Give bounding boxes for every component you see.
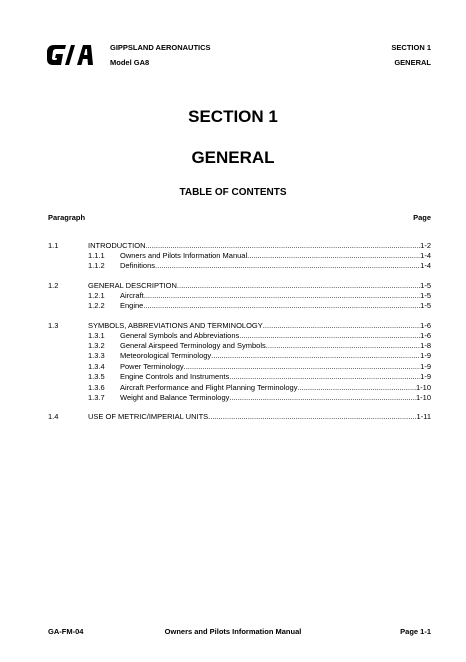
toc-entry-page: 1-10 — [415, 392, 431, 402]
toc-section — [48, 411, 431, 422]
page-column-header: Page — [413, 213, 431, 222]
toc-entry-number: 1.3.5 — [88, 372, 105, 382]
toc-entry-page: 1-4 — [420, 261, 431, 271]
toc-entry-number: 1.4 — [48, 412, 59, 422]
section-title: SECTION 1 — [188, 107, 278, 126]
toc-entry-title: Definitions — [120, 261, 156, 271]
toc-entry[interactable] — [48, 280, 431, 291]
section-number: SECTION 1 — [391, 43, 431, 52]
toc-entry-page: 1-2 — [420, 241, 431, 250]
toc-leader-dots — [297, 383, 416, 393]
toc-entry-page: 1-6 — [420, 320, 431, 330]
toc-entry-title: General Airspeed Terminology and Symbols — [120, 340, 266, 350]
toc-entry-number: 1.1.2 — [88, 261, 105, 271]
toc-leader-dots — [247, 251, 420, 261]
toc-leader-dots — [143, 301, 420, 311]
toc-section — [48, 240, 431, 272]
toc-entry-page: 1-8 — [420, 340, 431, 350]
toc-leader-dots — [146, 240, 421, 251]
table-of-contents — [48, 240, 431, 430]
toc-entry-title: Meteorological Terminology — [120, 351, 212, 361]
toc-entry[interactable] — [48, 341, 431, 351]
toc-entry-title: Aircraft — [120, 290, 144, 300]
toc-entry[interactable] — [48, 362, 431, 372]
toc-leader-dots — [177, 280, 420, 291]
toc-entry[interactable] — [48, 291, 431, 301]
toc-entry[interactable] — [48, 372, 431, 382]
paragraph-column-header: Paragraph — [48, 213, 86, 222]
footer-manual-title: Owners and Pilots Information Manual — [164, 627, 302, 636]
toc-entry-number: 1.3.6 — [88, 382, 105, 392]
toc-entry-number: 1.1 — [48, 241, 59, 250]
toc-leader-dots — [239, 331, 420, 341]
toc-entry[interactable] — [48, 320, 431, 331]
ga-logo — [47, 43, 99, 67]
toc-leader-dots — [229, 393, 416, 403]
toc-leader-dots — [229, 372, 420, 382]
toc-entry-number: 1.2 — [48, 280, 59, 290]
toc-entry[interactable] — [48, 393, 431, 403]
toc-leader-dots — [155, 261, 420, 271]
toc-section — [48, 280, 431, 312]
toc-entry[interactable] — [48, 383, 431, 393]
toc-entry-page: 1-11 — [416, 412, 431, 422]
toc-entry-number: 1.3.3 — [88, 351, 105, 361]
toc-entry-title: Weight and Balance Terminology — [120, 392, 230, 402]
footer-doc-id: GA-FM-04 — [48, 627, 84, 636]
toc-entry-page: 1-6 — [420, 330, 431, 340]
toc-entry[interactable] — [48, 261, 431, 271]
toc-entry-number: 1.3.1 — [88, 330, 105, 340]
footer-page-number: Page 1-1 — [400, 627, 431, 636]
toc-entry-page: 1-5 — [420, 301, 431, 311]
toc-entry[interactable] — [48, 251, 431, 261]
toc-section — [48, 320, 431, 404]
model-name: Model GA8 — [110, 58, 150, 67]
toc-entry-title: Owners and Pilots Information Manual — [120, 251, 248, 260]
toc-entry-page: 1-10 — [415, 382, 431, 392]
toc-entry-page: 1-9 — [420, 372, 431, 382]
toc-entry-title: USE OF METRIC/IMPERIAL UNITS — [88, 412, 209, 422]
toc-title: TABLE OF CONTENTS — [179, 187, 287, 198]
toc-entry-number: 1.3.4 — [88, 361, 105, 371]
toc-entry-title: SYMBOLS, ABBREVIATIONS AND TERMINOLOGY — [88, 320, 263, 330]
toc-entry-number: 1.1.1 — [88, 251, 105, 260]
toc-entry-page: 1-4 — [420, 251, 431, 260]
toc-entry-page: 1-5 — [420, 280, 431, 290]
toc-leader-dots — [263, 320, 420, 331]
toc-entry-number: 1.3.7 — [88, 392, 105, 402]
toc-leader-dots — [144, 291, 420, 301]
general-title: GENERAL — [191, 148, 275, 167]
toc-entry[interactable] — [48, 331, 431, 341]
toc-leader-dots — [211, 351, 420, 361]
toc-entry-page: 1-9 — [420, 351, 431, 361]
toc-leader-dots — [184, 362, 421, 372]
toc-leader-dots — [208, 411, 416, 422]
toc-entry-title: Engine Controls and Instruments — [120, 372, 230, 382]
toc-entry-title: INTRODUCTION — [88, 241, 146, 250]
toc-entry-title: General Symbols and Abbreviations — [120, 330, 240, 340]
toc-entry[interactable] — [48, 411, 431, 422]
toc-entry-title: Engine — [120, 301, 144, 311]
toc-entry-number: 1.3.2 — [88, 340, 105, 350]
toc-entry-number: 1.2.2 — [88, 301, 105, 311]
toc-entry-page: 1-5 — [420, 290, 431, 300]
toc-entry-number: 1.3 — [48, 320, 59, 330]
toc-entry-title: Aircraft Performance and Flight Planning Terminology — [120, 382, 298, 392]
toc-leader-dots — [266, 341, 420, 351]
toc-entry-title: GENERAL DESCRIPTION — [88, 280, 177, 290]
toc-entry[interactable] — [48, 240, 431, 251]
company-name: GIPPSLAND AERONAUTICS — [110, 43, 211, 52]
section-name: GENERAL — [394, 58, 431, 67]
toc-entry-title: Power Terminology — [120, 361, 184, 371]
toc-entry[interactable] — [48, 301, 431, 311]
toc-entry-page: 1-9 — [420, 361, 431, 371]
toc-entry-number: 1.2.1 — [88, 290, 105, 300]
toc-entry[interactable] — [48, 351, 431, 361]
